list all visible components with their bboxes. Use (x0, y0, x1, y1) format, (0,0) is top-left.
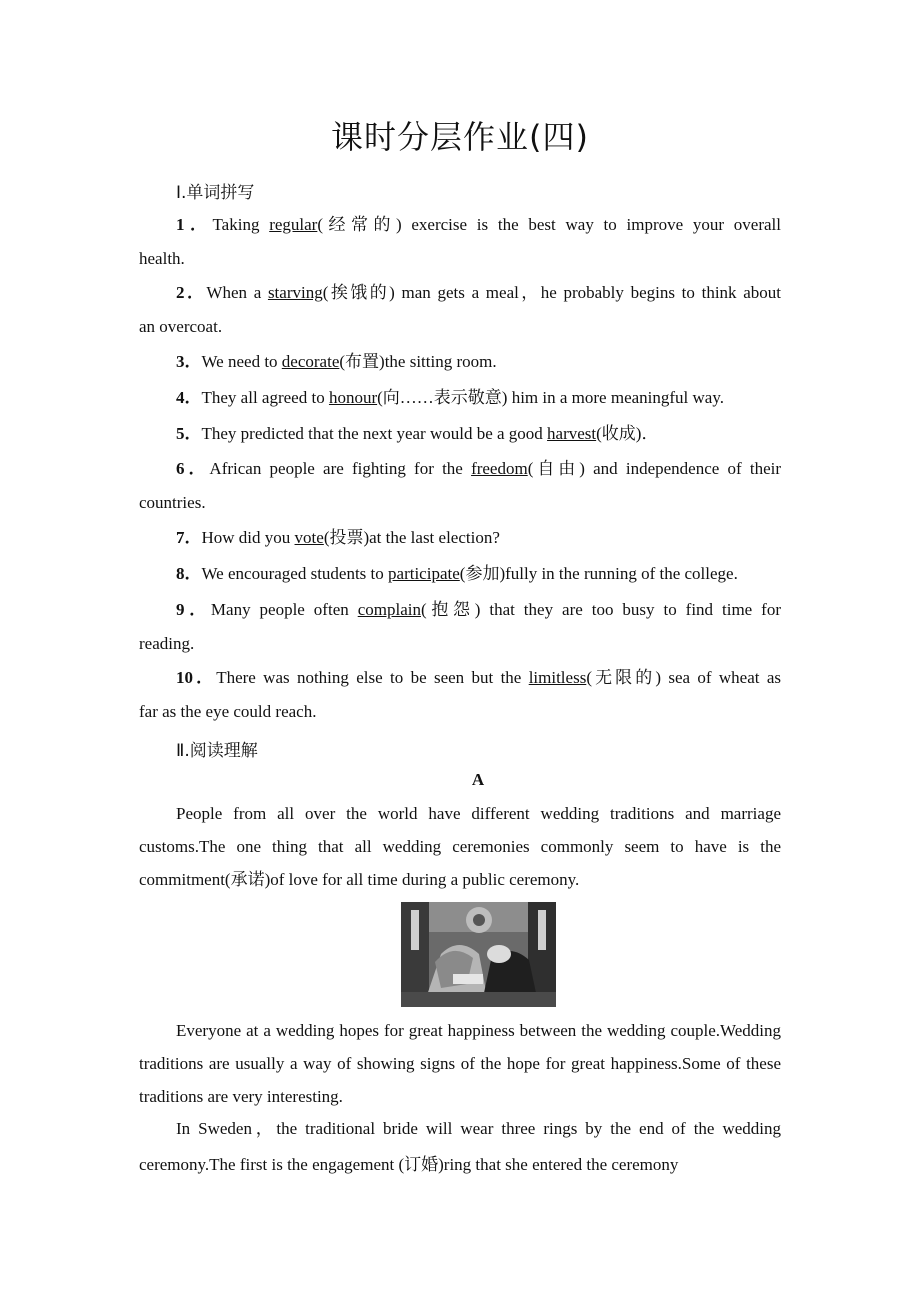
vocab-item-answer: harvest (547, 424, 597, 443)
vocab-item-number: 5． (176, 424, 202, 443)
vocab-item-continuation: countries. (139, 493, 206, 512)
vocab-item-continuation: reading. (139, 634, 195, 653)
vocab-item-sentence (139, 276, 781, 310)
vocab-item-answer: freedom (471, 459, 528, 478)
vocab-item (139, 557, 781, 591)
vocab-item (139, 381, 781, 415)
vocab-item-text: They predicted that the next year would be a good (201, 424, 548, 443)
vocab-item-text: (布置)the sitting room. (339, 352, 497, 371)
vocab-item-text: (挨饿的) man gets a meal，he probably begins to think about (322, 283, 782, 302)
vocab-item-number: 10． (176, 668, 217, 687)
vocab-item-text: African people are fighting for the (209, 459, 472, 478)
vocab-item-text: When a (206, 283, 268, 302)
vocab-item-answer: decorate (281, 352, 340, 371)
vocab-item-answer: regular (269, 215, 318, 234)
vocab-item-number: 3． (176, 352, 202, 371)
vocab-item (139, 276, 781, 344)
vocab-item-sentence (139, 208, 781, 242)
vocab-item-text: (收成)． (596, 424, 659, 443)
vocab-item-sentence (139, 661, 781, 695)
passage-label: A (471, 770, 485, 789)
vocab-item-text: (自由) and independence of their (527, 459, 782, 478)
section-heading-vocabulary: Ⅰ.单词拼写 (176, 183, 255, 203)
vocab-item-continuation: far as the eye could reach. (139, 702, 317, 721)
vocab-item-sentence (139, 557, 781, 591)
vocab-item-text: (经常的) exercise is the best way to improve your overall (317, 215, 782, 234)
vocab-item-sentence (139, 452, 781, 486)
vocab-item-text: (向……表示敬意) him in a more meaningful way. (377, 388, 724, 407)
vocab-item-number: 9． (176, 600, 211, 619)
wedding-photo (401, 902, 556, 1007)
vocab-item-sentence (139, 345, 781, 379)
vocab-item-text: They all agreed to (201, 388, 329, 407)
paragraph-3: In Sweden，the traditional bride will wear three rings by the end of the wedding ceremony.The first is the engagement (订婚)ring that she entered the ceremony (139, 1119, 781, 1174)
vocab-item-number: 7． (176, 528, 202, 547)
vocab-item-sentence (139, 593, 781, 627)
vocab-item-text: There was nothing else to be seen but the (216, 668, 529, 687)
vocab-item-text: Many people often (210, 600, 358, 619)
vocab-item-text: (无限的) sea of wheat as (586, 668, 781, 687)
vocab-item-answer: limitless (528, 668, 587, 687)
vocab-item (139, 417, 781, 451)
vocab-item-sentence (139, 521, 781, 555)
vocab-item-sentence (139, 381, 781, 415)
vocab-item-answer: starving (267, 283, 323, 302)
page-title: 课时分层作业(四) (331, 118, 589, 156)
vocab-item (139, 208, 781, 276)
vocab-item-number: 8． (176, 564, 202, 583)
vocab-item-text: (投票)at the last election? (323, 528, 500, 547)
vocab-item-text: How did you (201, 528, 295, 547)
vocab-item-answer: vote (294, 528, 324, 547)
paragraph-1: People from all over the world have different wedding traditions and marriage customs.The one thing that all wedding ceremonies commonly seem to have is the commitment(承诺)of love for all time during a public ceremony. (139, 804, 781, 889)
paragraph-2: Everyone at a wedding hopes for great happiness between the wedding couple.Wedding traditions are usually a way of showing signs of the hope for great happiness.Some of these traditions are very interesting. (139, 1021, 781, 1106)
vocab-item (139, 452, 781, 520)
vocab-item-text: We encouraged students to (201, 564, 389, 583)
vocab-item-number: 6． (176, 459, 210, 478)
vocab-item-text: (参加)fully in the running of the college. (459, 564, 738, 583)
vocab-item (139, 593, 781, 661)
vocab-item-text: (抱怨) that they are too busy to find time for (420, 600, 782, 619)
vocab-item-number: 2． (176, 283, 207, 302)
vocab-item-continuation: an overcoat. (139, 317, 223, 336)
vocab-item-text: We need to (201, 352, 282, 371)
vocab-item-number: 1． (176, 215, 213, 234)
vocab-item (139, 345, 781, 379)
vocab-item-sentence (139, 417, 781, 451)
vocab-item (139, 521, 781, 555)
vocab-item (139, 661, 781, 729)
section-heading-reading: Ⅱ.阅读理解 (176, 741, 258, 761)
vocab-item-answer: complain (357, 600, 421, 619)
vocab-item-answer: honour (328, 388, 378, 407)
vocab-item-continuation: health. (139, 249, 185, 268)
vocab-item-answer: participate (388, 564, 460, 583)
vocab-item-number: 4． (176, 388, 202, 407)
vocab-item-text: Taking (212, 215, 270, 234)
